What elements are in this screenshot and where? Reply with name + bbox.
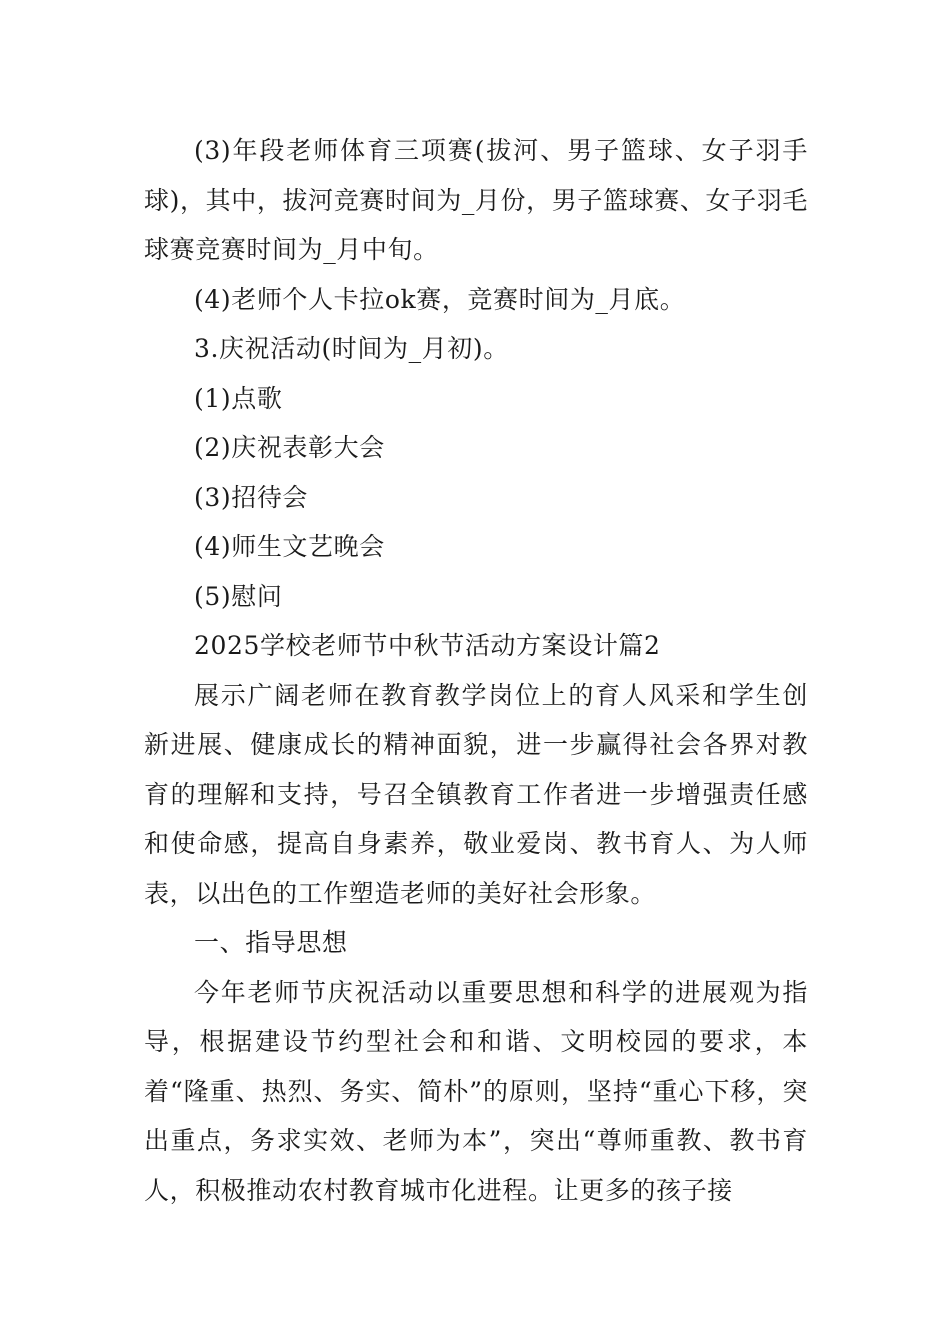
list-item-song-request: (1)点歌 [194,383,283,413]
section-title-plan-2: 2025学校老师节中秋节活动方案设计篇2 [194,631,661,660]
list-item-reception: (3)招待会 [194,482,309,512]
paragraph-purpose: 展示广阔老师在教育教学岗位上的育人风采和学生创新进展、健康成长的精神面貌，进一步赢得社会各界对教育的理解和支持，号召全镇教育工作者进一步增强责任感和使命感，提高自身素养，敬业爱岗、教书育人、为人师表，以出色的工作塑造老师的美好社会形象。 [144,680,808,908]
heading-guiding-ideology: 一、指导思想 [194,928,348,957]
paragraph-guiding-ideology: 今年老师节庆祝活动以重要思想和科学的进展观为指导，根据建设节约型社会和和谐、文明校园的要求，本着“隆重、热烈、务实、简朴”的原则，坚持“重心下移，突出重点，务求实效、老师为本”，突出“尊师重教、教书育人，积极推动农村教育城市化进程。让更多的孩子接 [144,977,808,1205]
list-item-condolence: (5)慰问 [194,581,283,611]
document-body [144,126,808,1215]
paragraph-celebration-heading: 3.庆祝活动(时间为_月初)。 [194,334,509,363]
paragraph-karaoke-contest: (4)老师个人卡拉ok赛，竞赛时间为_月底。 [194,284,686,314]
list-item-art-evening: (4)师生文艺晚会 [194,532,385,561]
paragraph-sports-contest: (3)年段老师体育三项赛(拔河、男子篮球、女子羽手球)，其中，拔河竞赛时间为_月份，男子篮球赛、女子羽毛球赛竞赛时间为_月中旬。 [144,136,808,264]
list-item-commendation-meeting: (2)庆祝表彰大会 [194,433,385,462]
